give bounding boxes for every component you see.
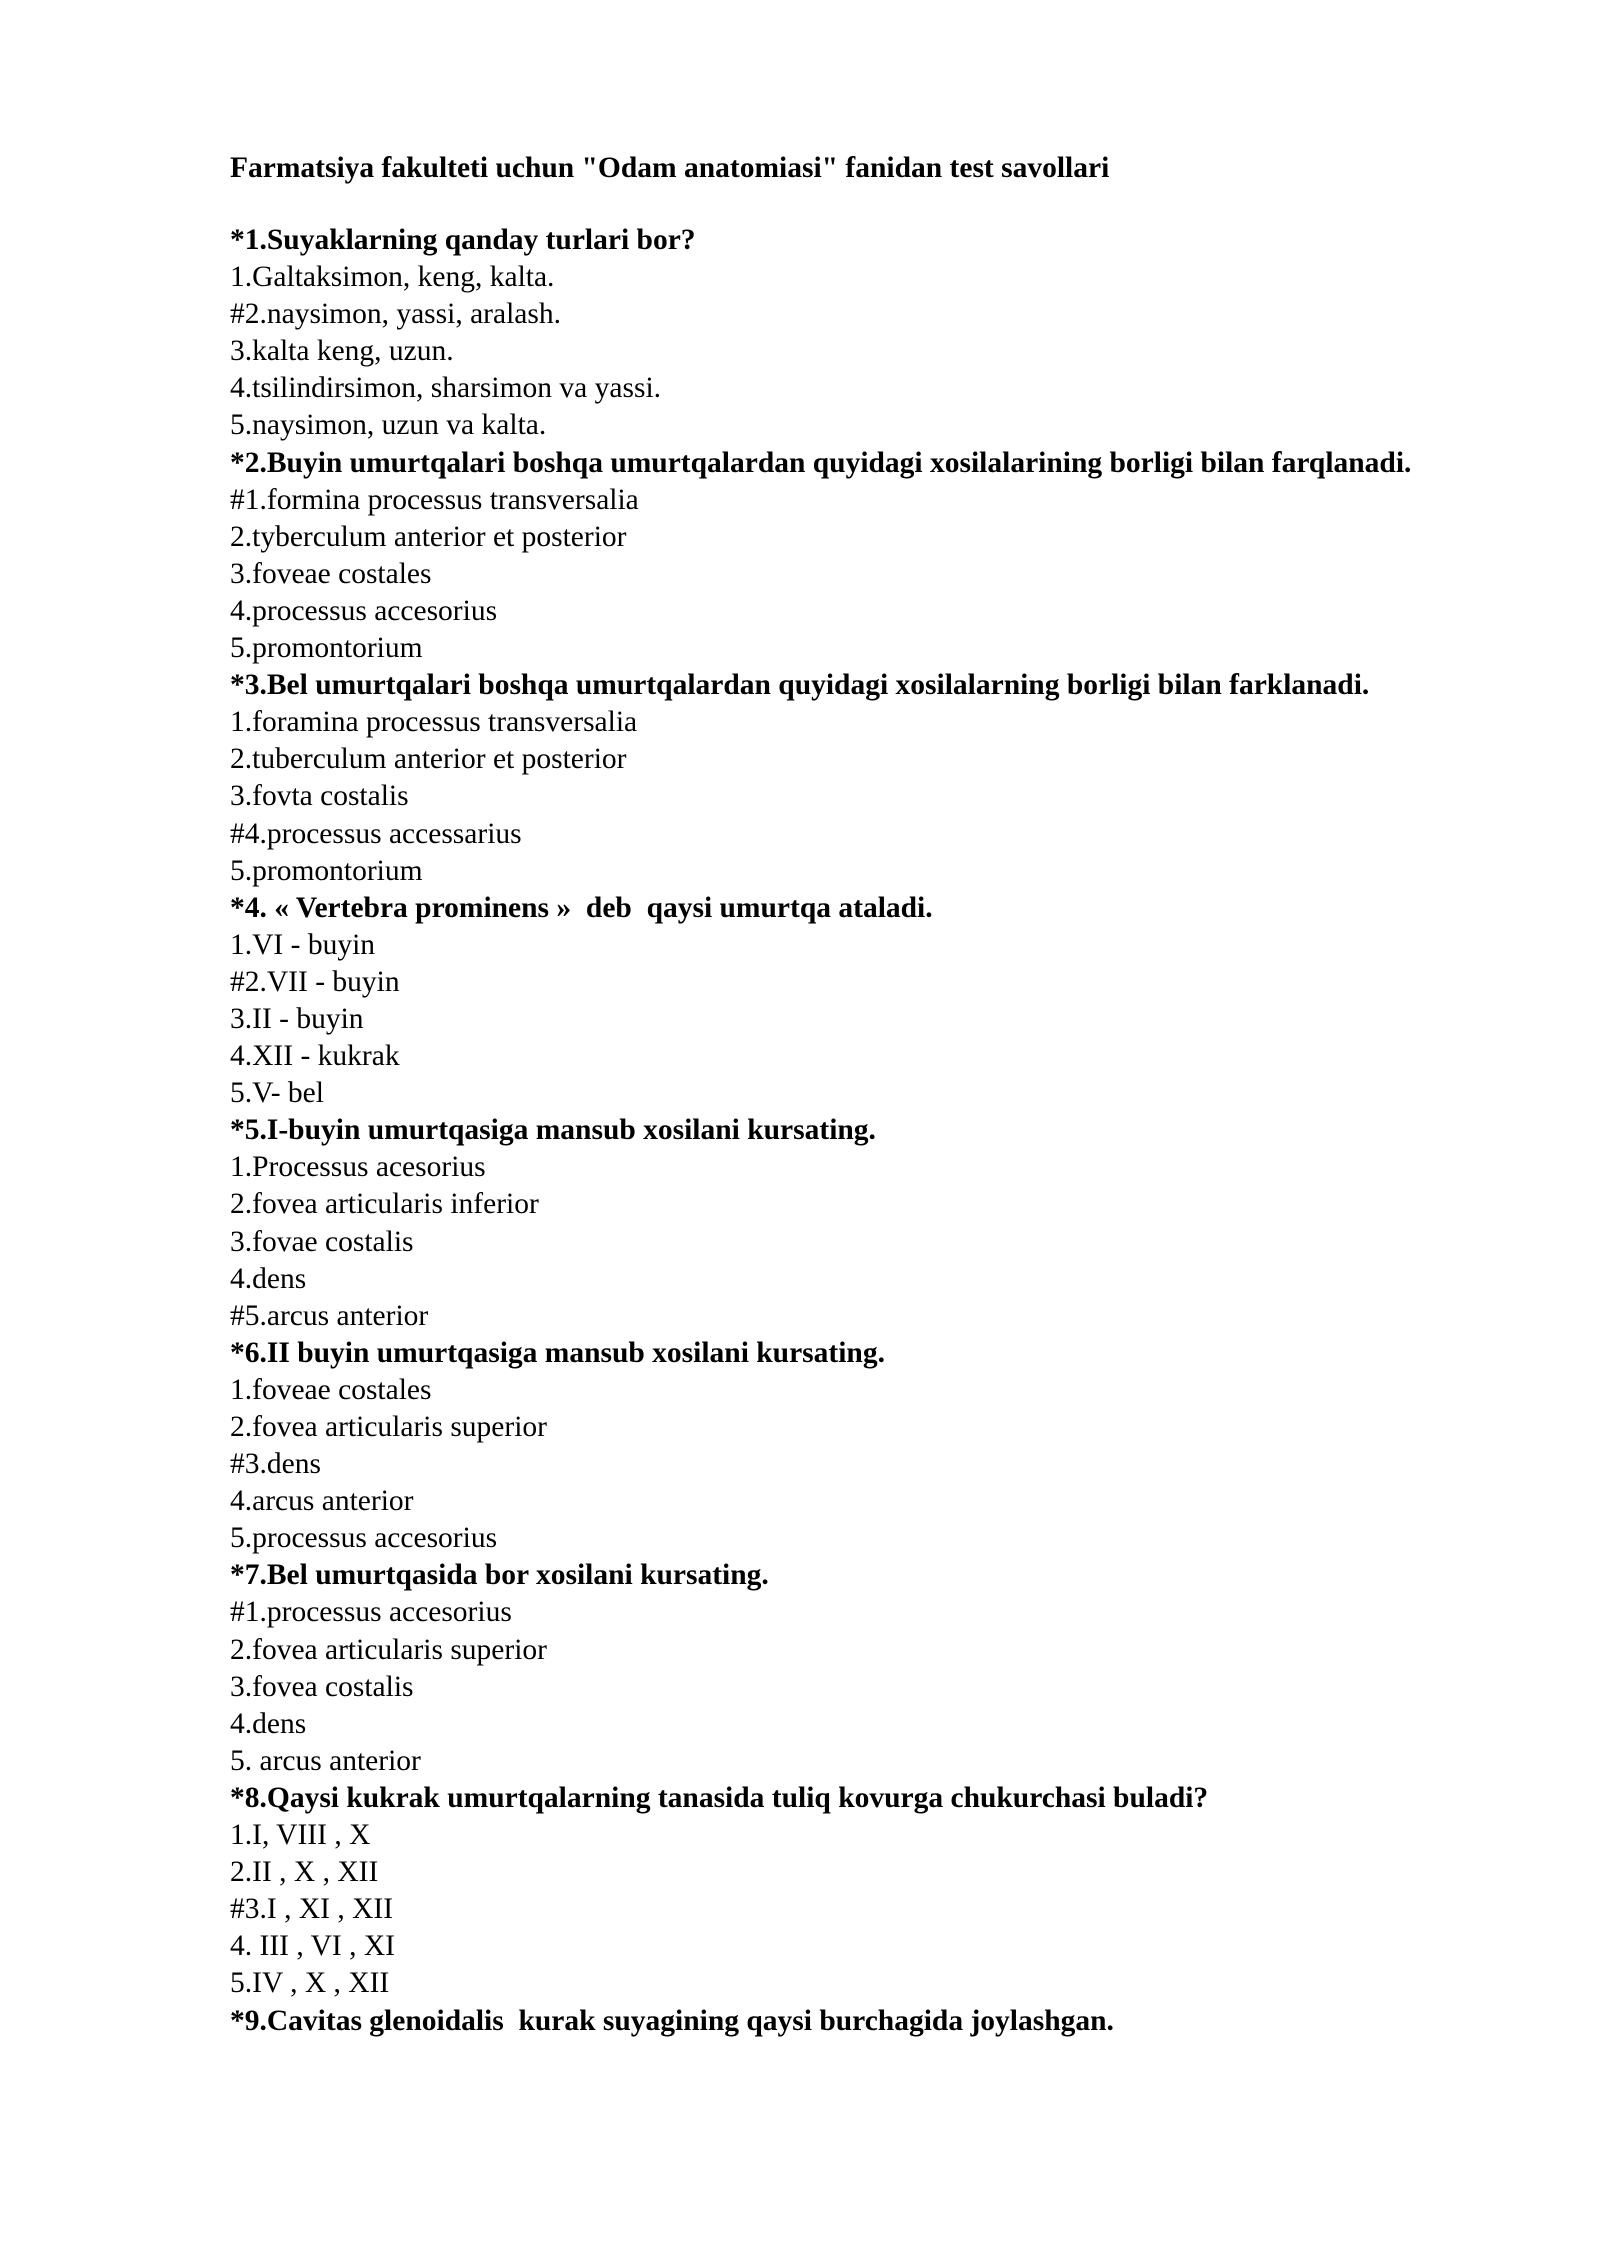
answer-option: 4.processus accesorius — [230, 594, 498, 627]
answer-option: 3.II - buyin — [230, 1002, 364, 1035]
answer-option: 1.Galtaksimon, keng, kalta. — [230, 261, 555, 294]
answer-option: 5.V- bel — [230, 1077, 324, 1110]
question-block — [230, 667, 1488, 890]
question-text: *7.Bel umurtqasida bor xosilani kursating. — [230, 1559, 769, 1592]
answer-option: #4.processus accessarius — [230, 817, 522, 850]
answer-option: 5.IV , X , XII — [230, 1967, 390, 2000]
question-block — [230, 1557, 1488, 1780]
question-text: *2.Buyin umurtqalari boshqa umurtqalardan quyidagi xosilalarining borligi bilan farqlanadi. — [230, 446, 1412, 479]
question-block — [230, 1335, 1488, 1558]
question-block — [230, 890, 1488, 1113]
answer-option: 5.promontorium — [230, 632, 423, 665]
answer-option: #3.dens — [230, 1448, 321, 1481]
answer-option: 1.foramina processus transversalia — [230, 706, 638, 739]
answer-option: 2.fovea articularis superior — [230, 1633, 547, 1666]
answer-option: #1.processus accesorius — [230, 1596, 512, 1629]
question-block — [230, 2003, 1488, 2040]
answer-option: 3.fovta costalis — [230, 780, 409, 813]
question-block — [230, 1780, 1488, 2003]
answer-option: 3.kalta keng, uzun. — [230, 335, 454, 368]
answer-option: 4.dens — [230, 1707, 307, 1740]
answer-option: 1.VI - buyin — [230, 928, 376, 961]
answer-option: 3.foveae costales — [230, 557, 432, 590]
answer-option: 2.II , X , XII — [230, 1856, 379, 1889]
answer-option: #2.naysimon, yassi, aralash. — [230, 298, 561, 331]
question-text: *1.Suyaklarning qanday turlari bor? — [230, 224, 696, 256]
answer-option: #5.arcus anterior — [230, 1299, 429, 1332]
document-title: Farmatsiya fakulteti uchun "Odam anatomiasi" fanidan test savollari — [230, 152, 1110, 184]
question-text: *4. « Vertebra prominens » deb qaysi umurtqa ataladi. — [230, 891, 933, 924]
answer-option: #3.I , XI , XII — [230, 1893, 394, 1926]
question-block — [230, 222, 1488, 445]
answer-option: 5. arcus anterior — [230, 1744, 421, 1777]
answer-option: 1.Processus acesorius — [230, 1151, 486, 1184]
question-text: *9.Cavitas glenoidalis kurak suyagining qaysi burchagida joylashgan. — [230, 2004, 1114, 2037]
answer-option: 4.arcus anterior — [230, 1485, 414, 1518]
answer-option: 5.processus accesorius — [230, 1522, 498, 1555]
answer-option: 2.fovea articularis superior — [230, 1411, 547, 1443]
answer-option: 3.fovae costalis — [230, 1225, 414, 1258]
answer-option: 1.I, VIII , X — [230, 1819, 371, 1852]
question-text: *3.Bel umurtqalari boshqa umurtqalardan quyidagi xosilalarning borligi bilan farklanadi. — [230, 669, 1370, 702]
answer-option: 4.tsilindirsimon, sharsimon va yassi. — [230, 372, 662, 405]
answer-option: 4.dens — [230, 1262, 307, 1295]
question-block — [230, 445, 1488, 668]
question-text: *8.Qaysi kukrak umurtqalarning tanasida tuliq kovurga chukurchasi buladi? — [230, 1781, 1209, 1814]
answer-option: 5.promontorium — [230, 854, 423, 887]
question-block — [230, 1112, 1488, 1335]
answer-option: 4. III , VI , XI — [230, 1930, 395, 1963]
document-page — [230, 148, 1488, 2040]
answer-option: 3.fovea costalis — [230, 1670, 414, 1703]
answer-option: 2.tyberculum anterior et posterior — [230, 520, 627, 553]
answer-option: 4.XII - kukrak — [230, 1040, 400, 1073]
answer-option: #1.formina processus transversalia — [230, 483, 639, 516]
answer-option: 5.naysimon, uzun va kalta. — [230, 409, 547, 442]
answer-option: 2.tuberculum anterior et posterior — [230, 743, 627, 776]
answer-option: #2.VII - buyin — [230, 965, 400, 998]
answer-option: 1.foveae costales — [230, 1373, 432, 1406]
question-text: *6.II buyin umurtqasiga mansub xosilani kursating. — [230, 1336, 885, 1369]
question-text: *5.I-buyin umurtqasiga mansub xosilani kursating. — [230, 1114, 876, 1147]
answer-option: 2.fovea articularis inferior — [230, 1188, 539, 1221]
